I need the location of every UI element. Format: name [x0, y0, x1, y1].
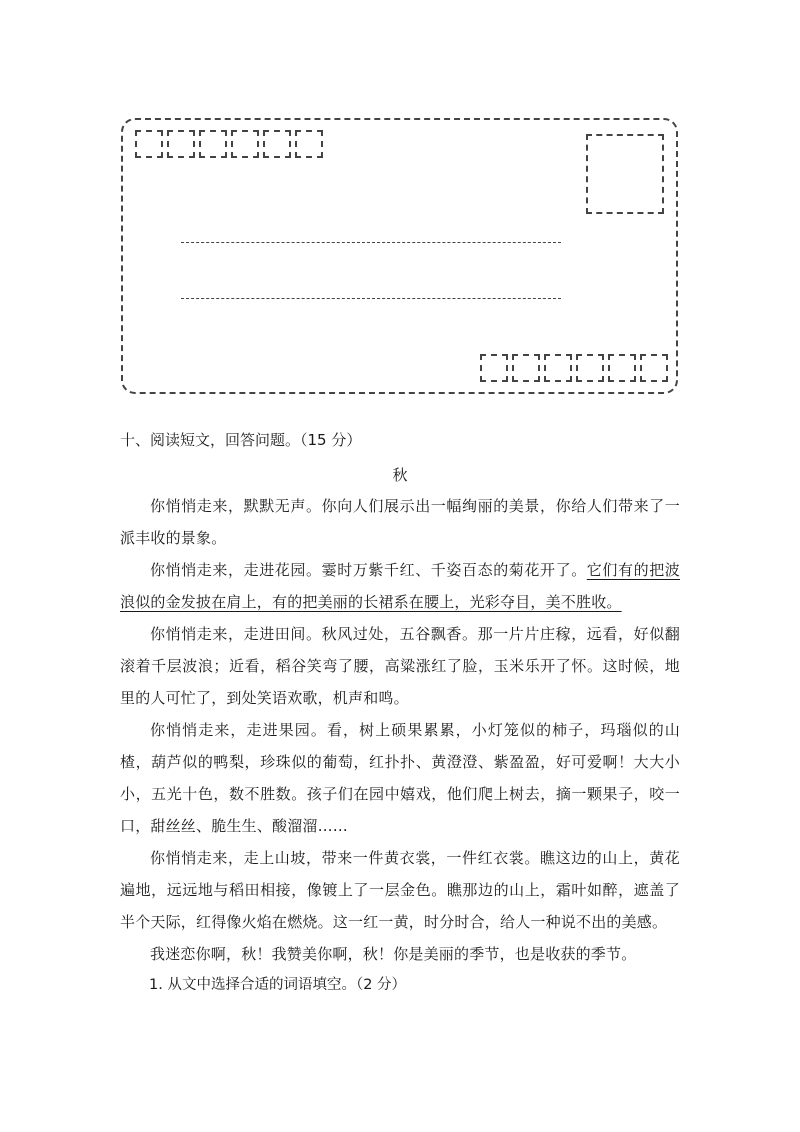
address-line-2[interactable] — [181, 298, 561, 299]
zip-code-box[interactable] — [295, 130, 323, 158]
zip-code-box[interactable] — [135, 130, 163, 158]
zip-code-box[interactable] — [608, 354, 636, 382]
stamp-box — [586, 134, 664, 214]
paragraph-text: 你悄悄走来，走进田间。秋风过处，五谷飘香。那一片片庄稼，远看，好似翻滚着千层波浪；近看，稻谷笑弯了腰，高粱涨红了脸，玉米乐开了怀。这时候，地里的人可忙了，到处笑语欢歌，机声和鸣。 — [120, 625, 680, 707]
zip-code-box[interactable] — [480, 354, 508, 382]
paragraph-text: 你悄悄走来，走进花园。霎时万紫千红、千姿百态的菊花开了。 — [150, 561, 587, 579]
zip-code-box[interactable] — [167, 130, 195, 158]
passage-paragraph — [120, 490, 680, 554]
paragraph-text: 你悄悄走来，默默无声。你向人们展示出一幅绚丽的美景，你给人们带来了一派丰收的景象。 — [120, 497, 680, 547]
passage-paragraph — [120, 842, 680, 938]
sub-question-1: 1. 从文中选择合适的词语填空。（2 分） — [149, 977, 407, 993]
reading-section — [120, 426, 680, 1000]
passage-paragraph — [120, 554, 680, 618]
underlined-sentence: 它们有的把波浪似的金发披在肩上，有的把美丽的长裙系在腰上，光彩夺目，美不胜收。 — [120, 561, 680, 611]
passage-paragraph — [120, 618, 680, 714]
zip-code-box[interactable] — [231, 130, 259, 158]
zip-code-box[interactable] — [263, 130, 291, 158]
passage-body — [120, 490, 680, 970]
question-header: 十、阅读短文，回答问题。（15 分） — [120, 431, 362, 449]
paragraph-text: 你悄悄走来，走上山坡，带来一件黄衣裳，一件红衣裳。瞧这边的山上，黄花遍地，远远地与稻田相接，像镀上了一层金色。瞧那边的山上，霜叶如醉，遮盖了半个天际，红得像火焰在燃烧。这一红一黄，时分时合，给人一种说不出的美感。 — [120, 849, 680, 931]
zip-code-box[interactable] — [640, 354, 668, 382]
zip-code-box[interactable] — [544, 354, 572, 382]
paragraph-text: 你悄悄走来，走进果园。看，树上硕果累累，小灯笼似的柿子，玛瑙似的山楂，葫芦似的鸭梨，珍珠似的葡萄，红扑扑、黄澄澄、紫盈盈，好可爱啊！大大小小，五光十色，数不胜数。孩子们在园中嬉戏，他们爬上树去，摘一颗果子，咬一口，甜丝丝、脆生生、酸溜溜…… — [120, 721, 680, 835]
sender-zip-code-boxes — [135, 130, 323, 158]
zip-code-box[interactable] — [576, 354, 604, 382]
zip-code-box[interactable] — [512, 354, 540, 382]
address-line-1[interactable] — [181, 242, 561, 243]
envelope-frame — [121, 118, 678, 394]
zip-code-box[interactable] — [199, 130, 227, 158]
passage-paragraph — [120, 714, 680, 842]
paragraph-text: 我迷恋你啊，秋！我赞美你啊，秋！你是美丽的季节，也是收获的季节。 — [150, 945, 637, 963]
passage-title: 秋 — [392, 466, 408, 484]
passage-paragraph — [120, 938, 680, 970]
return-zip-code-boxes — [480, 354, 668, 382]
